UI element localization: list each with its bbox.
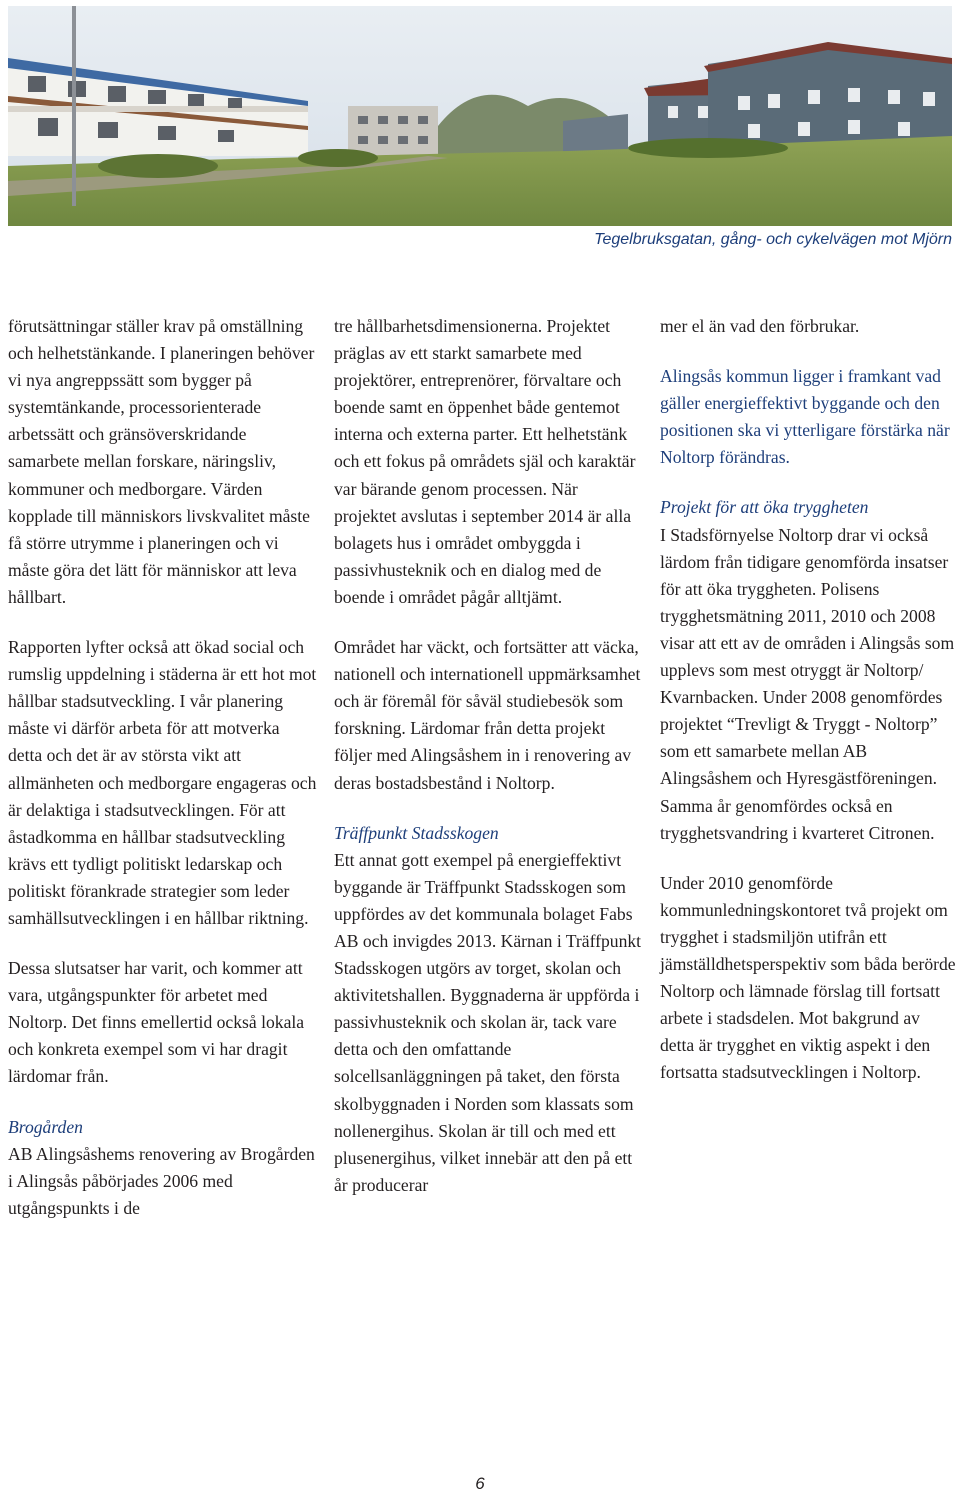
paragraph: Rapporten lyfter också att ökad social och rumslig uppdelning i städerna är ett hot mot hållbar stadsutveckling. I vår planering måste vi därför arbeta för att motverka detta och det är av största vikt att allmänheten och medborgare engageras och är delaktiga i stadsutvecklingen. För att åstadkomma en hållbar stadsutveckling krävs ett tydligt politiskt ledarskap och politiskt förankrade strategier som leder samhällsutvecklingen i en hållbar riktning. [8, 637, 317, 928]
paragraph: mer el än vad den förbrukar. [660, 316, 860, 336]
section [8, 1114, 318, 1222]
paragraph-text: förutsättningar ställer krav på omställning och helhetstänkande. I planeringen behöver vi nya angreppssätt som bygger på systemtänkande, processorienterade arbetssätt och gränsöverskridande samarbete mellan forskare, näringsliv, kommuner och medborgare. [8, 316, 315, 499]
header-photo [8, 6, 952, 226]
text-column-3 [660, 313, 956, 1086]
paragraph-text: AB Alingsåshems renovering av Brogården i Alingsås påbörjades 2006 med utgångspunkts i de [8, 1143, 315, 1218]
section-heading: Träffpunkt Stadsskogen [334, 822, 499, 843]
paragraph [334, 313, 644, 611]
paragraph-text: Ett helhetstänk och ett fokus på områdets själ och karaktär var bärande genom processen. När projektet avslutas i september 2014 är alla bolagets hus i området ombyggda i passivhusteknik och en dialog med de boende i området pågår alltjämt. [334, 424, 636, 607]
paragraph-text: tre hållbarhetsdimensionerna. Projektet präglas av ett starkt samarbete med projektörer, entreprenörer, förvaltare och boende samt en öppenhet både gentemot interna och externa parter. [334, 316, 622, 445]
text-column-1 [8, 313, 318, 1222]
text-column-2 [334, 313, 644, 1199]
paragraph: Alingsås kommun ligger i framkant vad gäller energieffektivt byggande och den positionen ska vi ytterligare förstärka när Noltorp förändras. [660, 366, 950, 468]
paragraph-text: I Stadsförnyelse Noltorp drar vi också lärdom från tidigare genomförda insatser för att öka tryggheten. Polisens trygghetsmätning 2011, 2010 och 2008 visar att ett av de områden i Alingsås som upplevs som mest otryggt är Noltorp/ Kvarnbacken. Under 2008 genomfördes projektet “Trevligt & Tryggt - Noltorp” som ett samarbete mellan AB Alingsåshem och Hyresgästföreningen. Samma år genomfördes också en trygghetsvandring i kvarteret Citronen. [660, 524, 955, 843]
paragraph-text: Ett annat gott exempel på energieffektivt byggande är Träffpunkt Stadsskogen som uppfördes av det kommunala bolaget Fabs AB och invigdes 2013. Kärnan i Träffpunkt Stadsskogen utgörs av torget, skolan och aktivitetshallen. Byggnaderna är uppförda i passivhusteknik och skolan är, tack vare detta och den omfattande solcellsanläggningen på taket, den första skolbyggnaden i Norden som klassats som nollenergihus. Skolan är till och med ett plusenergihus, vilket innebär att den på ett år producerar [334, 849, 642, 1195]
paragraph: Dessa slutsatser har varit, och kommer att vara, utgångspunkter för arbetet med Noltorp. Det finns emellertid också lokala och konkreta exempel som vi har dragit lärdomar från. [8, 958, 305, 1087]
photo-caption: Tegelbruksgatan, gång- och cykelvägen mot Mjörn [594, 231, 952, 248]
section-heading: Brogården [8, 1116, 83, 1137]
section [334, 820, 644, 1199]
section-heading: Projekt för att öka tryggheten [660, 497, 869, 518]
housing-area-photo [8, 6, 952, 226]
section [660, 494, 956, 846]
paragraph-text: Värden kopplade till människors livskvalitet måste få större utrymme i planeringen och vi måste göra det lätt för människor att leva hållbart. [8, 478, 310, 607]
paragraph: Under 2010 genomförde kommunledningskontoret två projekt om trygghet i stadsmiljön utifrån ett jämställdhetsperspektiv som båda berörde Noltorp och lämnade förslag till fortsatt arbete i stadsdelen. Mot bakgrund av detta är trygghet en viktig aspekt i den fortsatta stadsutvecklingen i Noltorp. [660, 872, 956, 1083]
page-number: 6 [475, 1474, 485, 1493]
paragraph [8, 313, 318, 611]
paragraph: Området har väckt, och fortsätter att väcka, nationell och internationell uppmärksamhet och är föremål för såväl studiebesök som forskning. Lärdomar från detta projekt följer med Alingsåshem in i renovering av deras bostadsbestånd i Noltorp. [334, 637, 641, 793]
